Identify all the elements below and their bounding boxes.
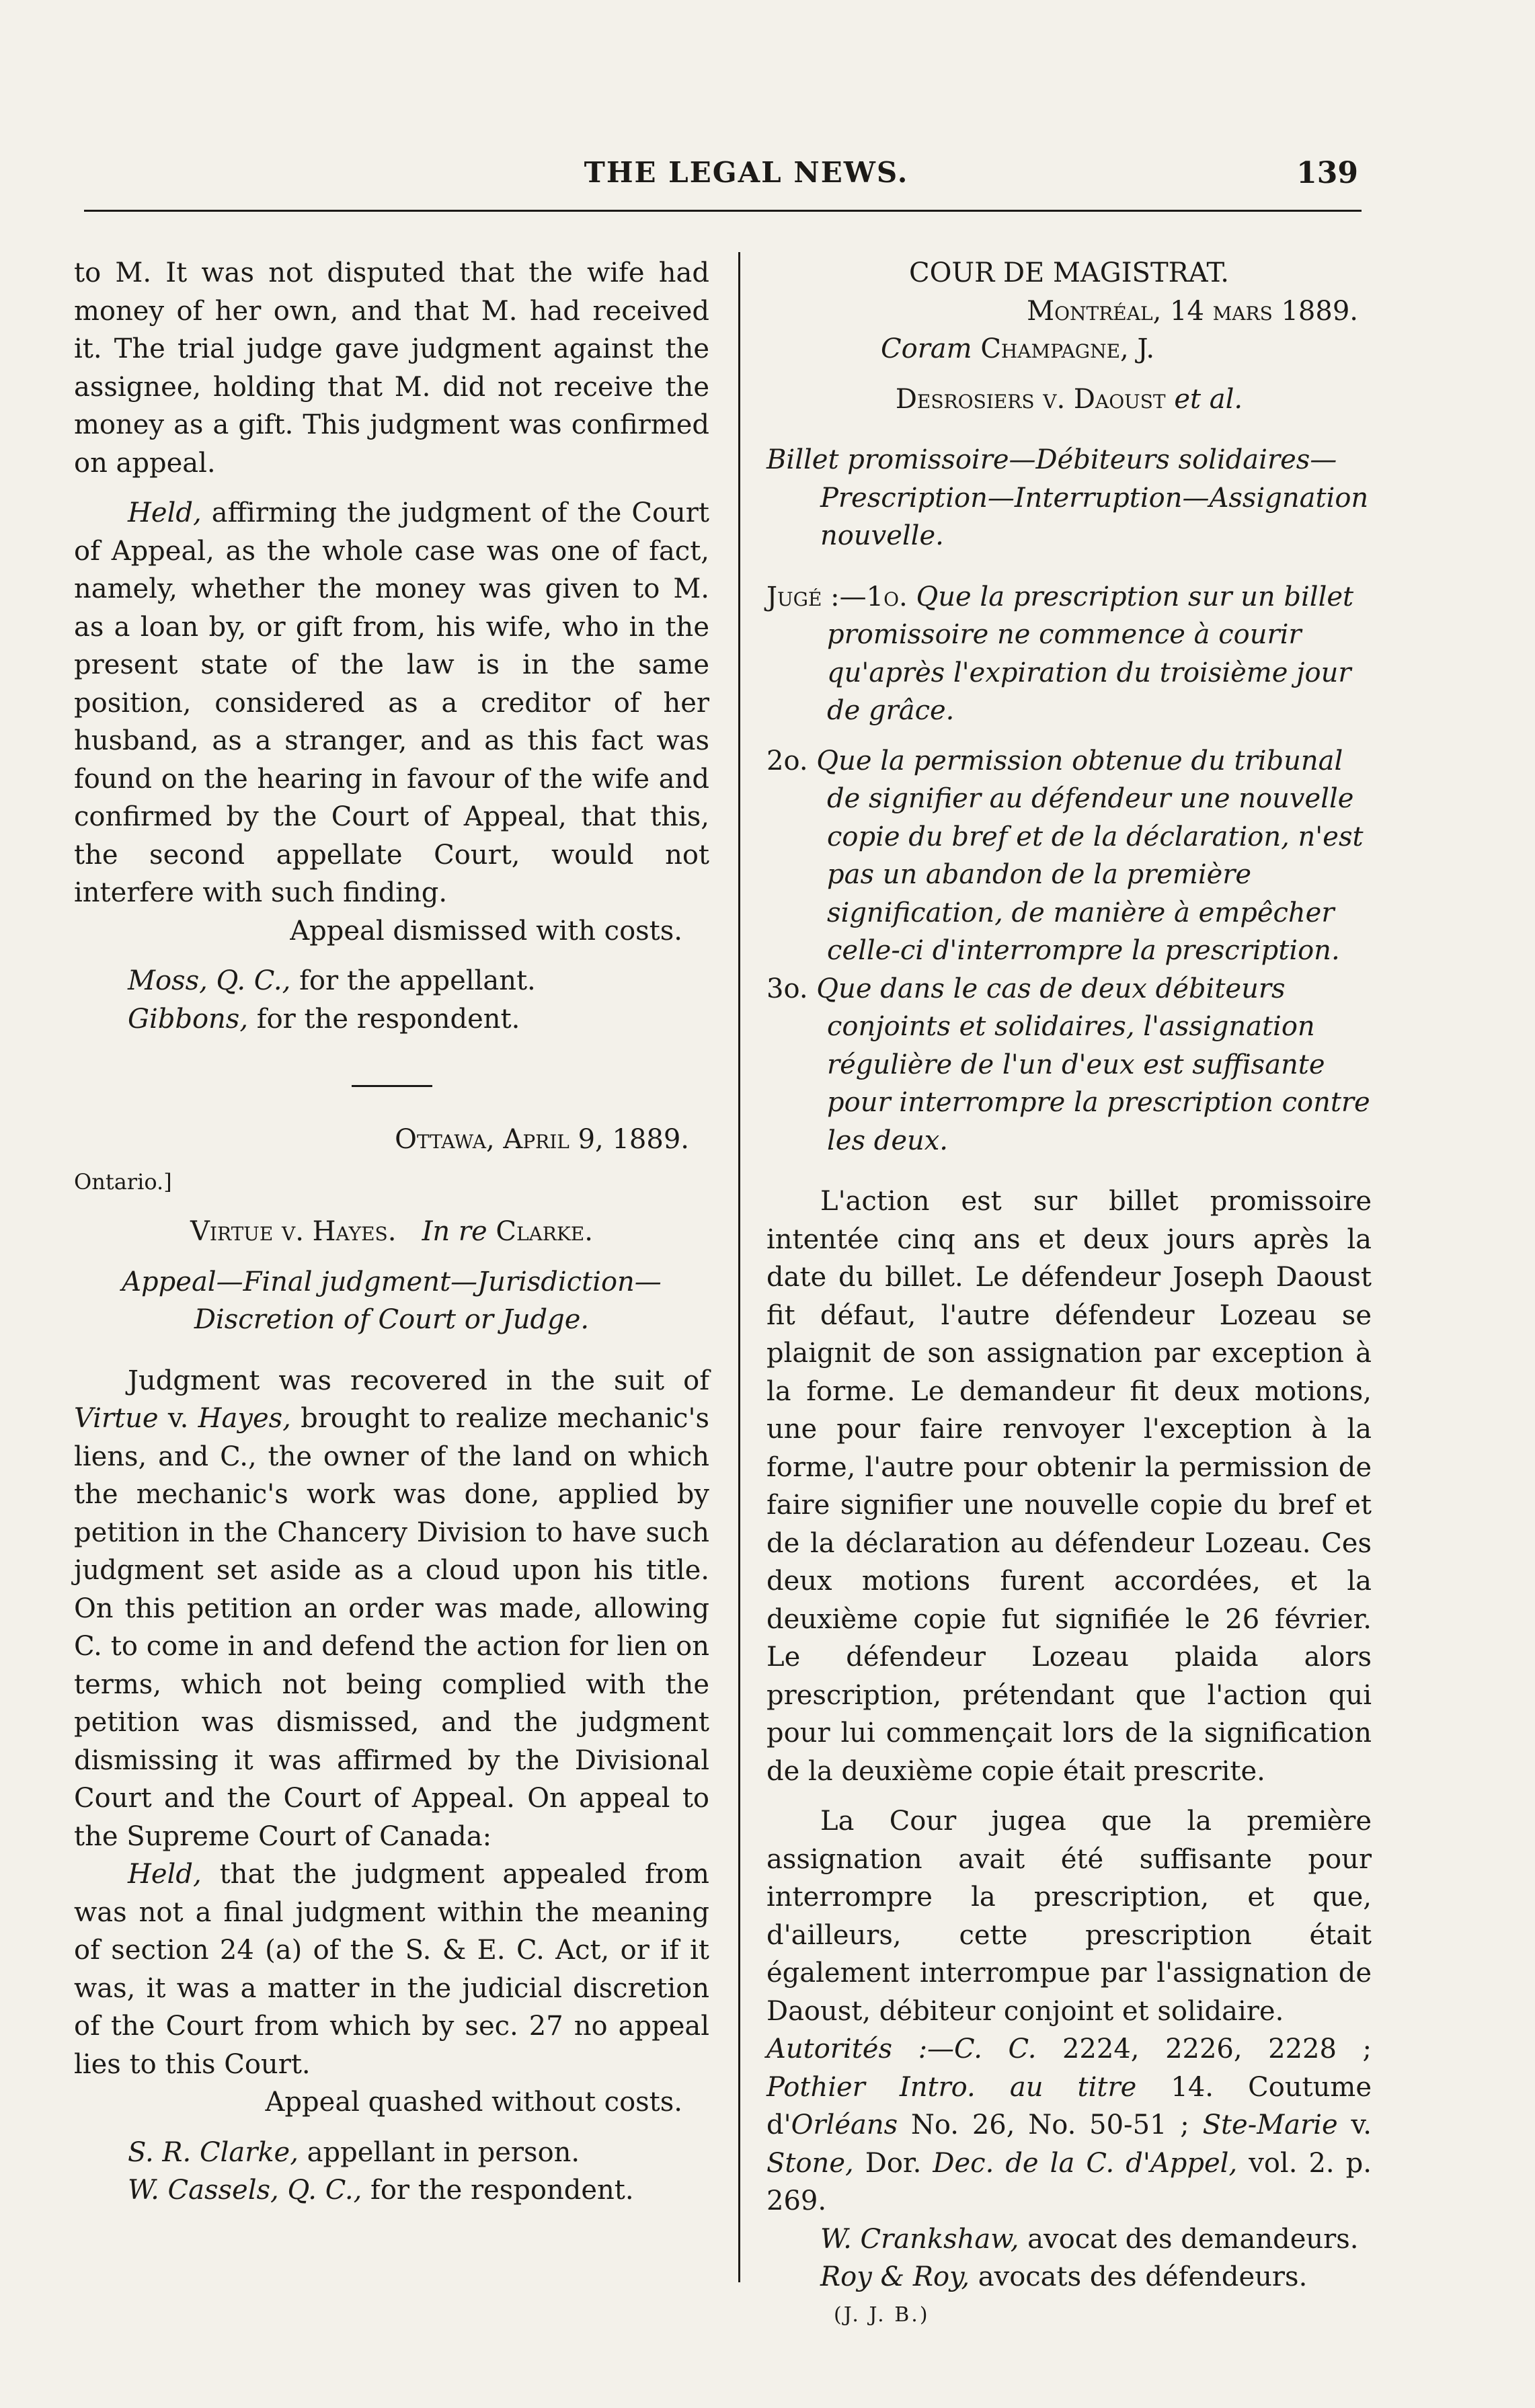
juge-label: Jugé :—1o.	[766, 581, 916, 612]
authorities-label: Autorités :—C. C.	[766, 2034, 1037, 2064]
column-divider	[738, 252, 740, 2282]
authorities-text: No. 26, No. 50-51 ;	[898, 2110, 1203, 2140]
province-label: Ontario.]	[74, 1168, 172, 1195]
counsel-name: Gibbons,	[128, 1003, 249, 1035]
holding-1	[766, 578, 1372, 730]
court-name: COUR DE MAGISTRAT.	[909, 257, 1229, 288]
coram-label: Coram	[881, 333, 972, 364]
case-name: Virtue	[74, 1403, 159, 1434]
left-column	[74, 254, 709, 2210]
facts-paragraph	[74, 1362, 709, 1856]
held-label: Held,	[128, 1859, 202, 1890]
coram-judge: Champagne, J.	[980, 333, 1155, 364]
authorities-text: v.	[1337, 2110, 1372, 2140]
counsel-name: W. Cassels, Q. C.,	[128, 2175, 362, 2206]
counsel-name: Roy & Roy,	[820, 2261, 970, 2292]
counsel-line	[74, 2134, 709, 2172]
authorities-text: 2224, 2226, 2228 ;	[1036, 2034, 1372, 2064]
counsel-role: avocat des demandeurs.	[1019, 2223, 1359, 2255]
counsel-role: appellant in person.	[298, 2136, 580, 2168]
facts-text: Judgment was recovered in the suit of	[128, 1365, 709, 1396]
counsel-line	[766, 2258, 1372, 2296]
holding-number: 2o.	[766, 745, 817, 776]
holding-3	[766, 970, 1372, 1160]
counsel-role: avocats des défendeurs.	[970, 2261, 1308, 2292]
case-parties	[766, 380, 1372, 419]
parties-names: Desrosiers v. Daoust	[895, 383, 1166, 415]
authorities	[766, 2030, 1372, 2220]
holding-text: Que la permission obtenue du tribunal de signifier au défendeur une nouvelle copie du bref et de la déclaration, n'est pas un abandon de la première signification, de manière à empêcher celle-ci d'interrompre la prescription.	[816, 745, 1364, 966]
counsel-role: for the respondent.	[248, 1003, 520, 1035]
counsel-line	[74, 962, 709, 1000]
reporter-initials: (J. J. B.)	[834, 2302, 930, 2327]
held-label: Held,	[128, 497, 202, 528]
counsel-line	[766, 2220, 1372, 2259]
disposition: Appeal quashed without costs.	[265, 2087, 682, 2118]
header-rule	[84, 210, 1362, 212]
counsel-line	[74, 1000, 709, 1039]
facts-text: brought to realize mechanic's liens, and C., the owner of the land on which the mechanic's work was done, applied by petition in the Chancery Division to have such judgment set aside as a cloud upon his title. On this petition an order was made, allowing C. to come in and defend the action for lien on terms, which not being complied with the petition was dismissed, and the judgment dismissing it was affirmed by the Divisional Court and the Court of Appeal. On appeal to the Supreme Court of Canada:	[74, 1403, 709, 1852]
counsel-role: for the appellant.	[290, 965, 536, 996]
facts-text: v.	[158, 1403, 198, 1434]
authorities-title: Pothier Intro. au titre	[766, 2071, 1137, 2103]
held-paragraph	[74, 1855, 709, 2083]
authorities-title: Stone,	[766, 2147, 854, 2179]
authorities-title: Orléans	[791, 2110, 898, 2140]
right-column	[766, 254, 1372, 2334]
disposition: Appeal dismissed with costs.	[290, 915, 682, 947]
holding-number: 3o.	[766, 973, 817, 1004]
held-paragraph	[74, 494, 709, 912]
authorities-text: 14. Coutume d'	[766, 2071, 1372, 2140]
in-re-name: Clarke.	[496, 1216, 593, 1247]
in-re-label: In re	[422, 1216, 487, 1247]
authorities-title: Dec. de la C. d'Appel,	[933, 2147, 1238, 2179]
dateline: Ottawa, April 9, 1889.	[395, 1124, 689, 1155]
case-name: Hayes,	[198, 1403, 291, 1434]
counsel-line	[74, 2171, 709, 2210]
holding-text: Que dans le cas de deux débiteurs conjoints et solidaires, l'assignation régulière de l'un d'eux est suffisante pour interrompre la prescription contre les deux.	[816, 973, 1370, 1156]
held-text: that the judgment appealed from was not a final judgment within the meaning of section 24 (a) of the S. & E. C. Act, or if it was, it was a matter in the judicial discretion of the Court from which by sec. 27 no appeal lies to this Court.	[74, 1859, 709, 2080]
running-title: THE LEGAL NEWS.	[584, 156, 909, 189]
holding-text: Que la prescription sur un billet promissoire ne commence à courir qu'après l'expiration du troisième jour de grâce.	[827, 581, 1354, 726]
headnote: Billet promissoire—Débiteurs solidaires— Prescription—Interruption—Assignation nouvelle.	[766, 444, 1369, 551]
section-separator	[352, 1085, 432, 1087]
dateline: Montréal, 14 mars 1889.	[1027, 295, 1358, 327]
headnote: Appeal—Final judgment—Jurisdiction—Discretion of Court or Judge.	[122, 1266, 662, 1335]
authorities-title: Ste-Marie	[1202, 2110, 1338, 2140]
counsel-name: Moss, Q. C.,	[128, 965, 291, 996]
judgment-paragraph: La Cour jugea que la première assignation avait été suffisante pour interrompre la prescription, et que, d'ailleurs, cette prescription était également interrompue par l'assignation de Daoust, débiteur conjoint et solidaire.	[766, 1806, 1372, 2027]
facts-paragraph: L'action est sur billet promissoire intentée cinq ans et deux jours après la date du billet. Le défendeur Joseph Daoust fit défaut, l'autre défendeur Lozeau se plaignit de son assignation par exception à la forme. Le demandeur fit deux motions, une pour faire renvoyer l'exception à la forme, l'autre pour obtenir la permission de faire signifier une nouvelle copie du bref et de la déclaration au défendeur Lozeau. Ces deux motions furent accordées, et la deuxième copie fut signifiée le 26 février. Le défendeur Lozeau plaida alors prescription, prétendant que l'action qui pour lui commençait lors de la signification de la deuxième copie était prescrite.	[766, 1186, 1372, 1787]
counsel-role: for the respondent.	[362, 2175, 634, 2206]
parties-names: Virtue v. Hayes.	[190, 1216, 397, 1247]
held-text: affirming the judgment of the Court of Appeal, as the whole case was one of fact, namely, whether the money was given to M. as a loan by, or gift from, his wife, who in the present state of the law is in the same position, considered as a creditor of her husband, as a stranger, and as this fact was found on the hearing in favour of the wife and confirmed by the Court of Appeal, that this, the second appellate Court, would not interfere with such finding.	[74, 497, 709, 908]
authorities-text: vol. 2. p. 269.	[766, 2147, 1372, 2216]
page-number: 139	[1296, 156, 1358, 190]
coram	[766, 330, 1372, 368]
case-continuation-paragraph: to M. It was not disputed that the wife had money of her own, and that M. had received it. The trial judge gave judgment against the assignee, holding that M. did not receive the money as a gift. This judgment was confirmed on appeal.	[74, 257, 709, 479]
counsel-name: S. R. Clarke,	[128, 2136, 299, 2168]
holding-2	[766, 742, 1372, 970]
parties-etal: et al.	[1165, 383, 1243, 415]
counsel-name: W. Crankshaw,	[820, 2223, 1019, 2255]
case-parties	[74, 1213, 709, 1251]
authorities-text: Dor.	[853, 2147, 933, 2179]
